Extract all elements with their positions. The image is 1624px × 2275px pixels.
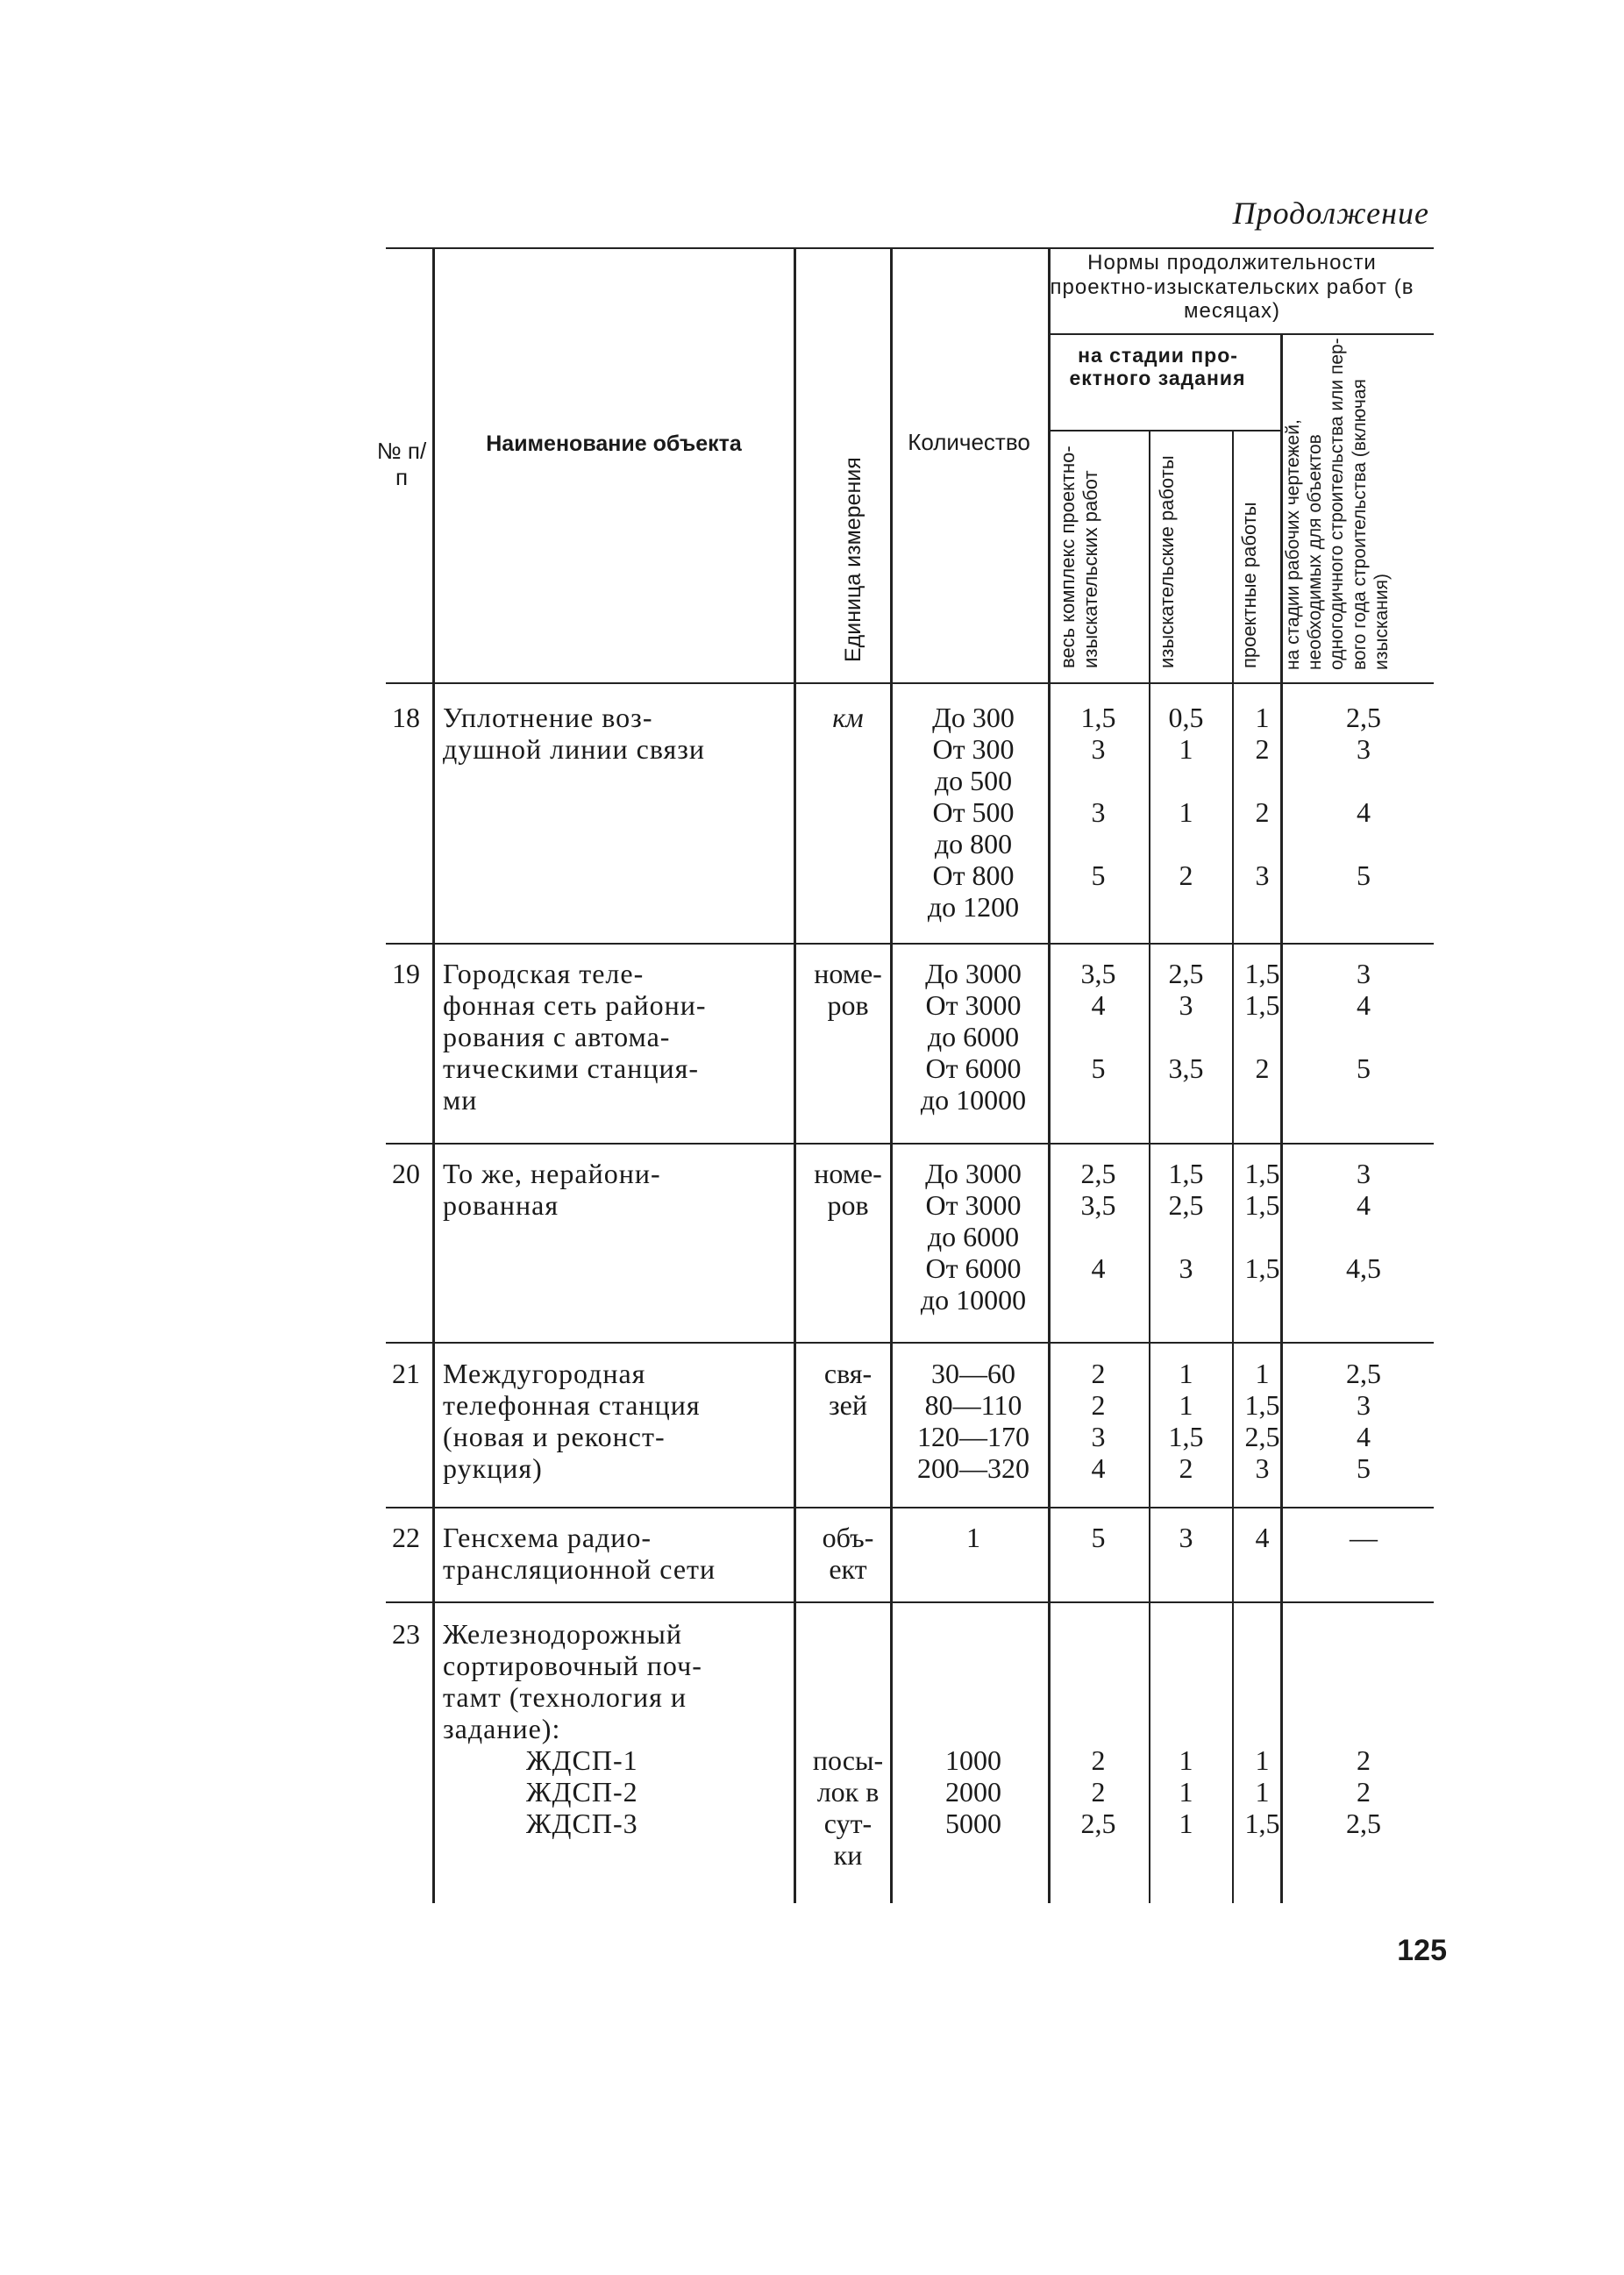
design-months: [1238, 1744, 1286, 1839]
quantity-line: 200—320: [917, 1452, 1029, 1484]
row-number: 18: [392, 702, 420, 733]
unit-of-measure-line: ров: [827, 1189, 869, 1221]
quantity-line: От 6000: [925, 1252, 1022, 1284]
full-complex-months-line: 5: [1091, 1522, 1106, 1553]
unit-of-measure: [800, 1522, 896, 1585]
full-complex-months-line: 3,5: [1080, 1189, 1116, 1221]
working-drawings-months-line: 5: [1357, 859, 1371, 891]
survey-months: [1140, 958, 1232, 1116]
survey-months-line: 1: [1179, 733, 1193, 765]
design-months-line: 1: [1255, 1358, 1270, 1389]
object-name: [443, 702, 794, 765]
object-name-line: ЖДСП-1: [526, 1744, 638, 1776]
unit-of-measure-line: свя-: [823, 1358, 873, 1389]
row-divider: [386, 1143, 1434, 1145]
header-stage-project-task: на стадии проектного задания: [1069, 344, 1246, 390]
full-complex-months-line: 1,5: [1080, 702, 1116, 733]
working-drawings-months-line: 2,5: [1346, 1808, 1381, 1839]
unit-of-measure: [800, 1358, 896, 1421]
object-name: [443, 1522, 794, 1585]
quantity-line: до 6000: [927, 1221, 1020, 1252]
design-months-line: 1,5: [1244, 1808, 1280, 1839]
quantity-line: От 300: [932, 733, 1015, 765]
full-complex-months: [1061, 958, 1136, 1116]
object-name-line: рукция): [443, 1452, 543, 1484]
quantity-line: до 6000: [927, 1021, 1020, 1052]
working-drawings-months-line: [1298, 1221, 1429, 1252]
full-complex-months-line: 2,5: [1080, 1158, 1116, 1189]
design-months-line: 2: [1255, 796, 1270, 828]
object-name: [443, 1618, 794, 1839]
design-months-line: 1: [1255, 1744, 1270, 1776]
design-months: [1238, 1158, 1286, 1316]
design-months-line: 1,5: [1244, 958, 1280, 989]
object-name-line: Железнодорожный: [443, 1618, 682, 1650]
design-months-line: 2,5: [1244, 1421, 1280, 1452]
survey-months-line: 3,5: [1168, 1052, 1204, 1084]
row-number: 19: [392, 958, 420, 989]
working-drawings-months-line: [1298, 1021, 1429, 1052]
survey-months-line: 0,5: [1168, 702, 1204, 733]
full-complex-months: [1061, 1158, 1136, 1316]
survey-months: [1140, 1522, 1232, 1553]
object-name-line: задание):: [443, 1713, 561, 1744]
design-months-line: 1,5: [1244, 1158, 1280, 1189]
object-name: [443, 1358, 794, 1484]
working-drawings-months-line: 2: [1357, 1776, 1371, 1808]
survey-months-line: [1140, 1084, 1232, 1116]
design-months-line: 2: [1255, 733, 1270, 765]
survey-months-line: 1: [1179, 1358, 1193, 1389]
row-divider: [386, 1601, 1434, 1603]
row-number: 22: [392, 1522, 420, 1553]
design-months-line: 4: [1255, 1522, 1270, 1553]
quantity-line: До 300: [932, 702, 1015, 733]
full-complex-months-line: 2: [1091, 1389, 1106, 1421]
quantity-line: 5000: [945, 1808, 1001, 1839]
unit-of-measure-line: номе-: [814, 1158, 882, 1189]
object-name-line: Городская теле-: [443, 958, 645, 989]
quantity-line: До 3000: [925, 1158, 1022, 1189]
working-drawings-months-line: 4: [1357, 989, 1371, 1021]
survey-months-line: 1: [1179, 796, 1193, 828]
unit-of-measure: [800, 702, 896, 733]
design-months: [1238, 958, 1286, 1116]
row-divider: [386, 1342, 1434, 1344]
survey-months-line: 3: [1179, 1252, 1193, 1284]
header-survey-works: изыскательские работы: [1156, 455, 1178, 668]
survey-months: [1140, 702, 1232, 923]
survey-months-line: 1,5: [1168, 1158, 1204, 1189]
full-complex-months-line: 4: [1091, 989, 1106, 1021]
survey-months-line: [1140, 891, 1232, 923]
unit-of-measure-line: ров: [827, 989, 869, 1021]
working-drawings-months: [1298, 1358, 1429, 1484]
full-complex-months: [1061, 1744, 1136, 1839]
column-rule: [794, 247, 796, 1903]
object-name-line: трансляционной сети: [443, 1553, 716, 1585]
survey-months-line: [1140, 1221, 1232, 1252]
unit-of-measure-line: зей: [829, 1389, 867, 1421]
working-drawings-months: [1298, 958, 1429, 1116]
survey-months-line: 1,5: [1168, 1421, 1204, 1452]
unit-of-measure-line: номе-: [814, 958, 882, 989]
design-months-line: [1238, 891, 1286, 923]
full-complex-months-line: [1061, 828, 1136, 859]
object-name-line: рования с автома-: [443, 1021, 671, 1052]
unit-of-measure-line: посы-: [812, 1744, 884, 1776]
quantity-line: до 10000: [920, 1284, 1027, 1316]
stage-header-rule: [1048, 430, 1280, 431]
design-months-line: 1,5: [1244, 1189, 1280, 1221]
header-number: № п/п: [376, 438, 427, 490]
working-drawings-months-line: 5: [1357, 1052, 1371, 1084]
full-complex-months-line: [1061, 765, 1136, 796]
column-rule: [890, 247, 893, 1903]
design-months-line: 2: [1255, 1052, 1270, 1084]
working-drawings-months-line: 4,5: [1346, 1252, 1381, 1284]
page-number: 125: [1397, 1934, 1447, 1967]
full-complex-months-line: 2: [1091, 1776, 1106, 1808]
working-drawings-months-line: 3: [1357, 1389, 1371, 1421]
header-unit: Единица измерения: [841, 457, 865, 662]
design-months-line: 1,5: [1244, 1389, 1280, 1421]
quantity-line: до 10000: [920, 1084, 1027, 1116]
working-drawings-months-line: 4: [1357, 1189, 1371, 1221]
design-months: [1238, 1358, 1286, 1484]
working-drawings-months-line: 3: [1357, 1158, 1371, 1189]
design-months-line: 1,5: [1244, 1252, 1280, 1284]
survey-months-line: [1140, 828, 1232, 859]
survey-months-line: 1: [1179, 1744, 1193, 1776]
design-months-line: [1238, 765, 1286, 796]
working-drawings-months-line: 4: [1357, 796, 1371, 828]
design-months-line: [1238, 1284, 1286, 1316]
full-complex-months-line: 2,5: [1080, 1808, 1116, 1839]
quantity: [894, 702, 1052, 923]
working-drawings-months-line: [1298, 828, 1429, 859]
norms-header-rule: [1048, 333, 1434, 335]
unit-of-measure: [800, 958, 896, 1021]
survey-months-line: 2,5: [1168, 958, 1204, 989]
quantity-line: До 3000: [925, 958, 1022, 989]
object-name-line: Генсхема радио-: [443, 1522, 652, 1553]
survey-months-line: [1140, 765, 1232, 796]
full-complex-months-line: [1061, 1221, 1136, 1252]
row-divider: [386, 943, 1434, 945]
working-drawings-months-line: 2,5: [1346, 1358, 1381, 1389]
quantity: [894, 1158, 1052, 1316]
quantity-line: 1: [966, 1522, 980, 1553]
object-name-line: ЖДСП-2: [526, 1776, 638, 1808]
header-bottom-rule: [386, 682, 1434, 684]
object-name-line: телефонная станция: [443, 1389, 701, 1421]
quantity-line: 2000: [945, 1776, 1001, 1808]
unit-of-measure-line: объ-: [822, 1522, 874, 1553]
header-full-complex: весь комплекс проектно-изыскательских работ: [1057, 446, 1102, 668]
design-months-line: [1238, 1084, 1286, 1116]
design-months-line: 3: [1255, 1452, 1270, 1484]
survey-months: [1140, 1158, 1232, 1316]
full-complex-months-line: 2: [1091, 1744, 1106, 1776]
full-complex-months-line: 5: [1091, 859, 1106, 891]
full-complex-months-line: 3: [1091, 1421, 1106, 1452]
quantity: [894, 1522, 1052, 1553]
quantity-line: От 800: [932, 859, 1015, 891]
full-complex-months-line: 2: [1091, 1358, 1106, 1389]
quantity-line: 30—60: [931, 1358, 1015, 1389]
table-top-rule: [386, 247, 1434, 249]
design-months-line: [1238, 1021, 1286, 1052]
header-design-works: проектные работы: [1238, 502, 1260, 668]
survey-months-line: 3: [1179, 1522, 1193, 1553]
working-drawings-months-line: [1298, 1284, 1429, 1316]
survey-months-line: 2,5: [1168, 1189, 1204, 1221]
working-drawings-months: [1298, 1158, 1429, 1316]
object-name-line: Уплотнение воз-: [443, 702, 653, 733]
quantity-line: От 6000: [925, 1052, 1022, 1084]
quantity-line: до 500: [934, 765, 1013, 796]
design-months-line: 1: [1255, 1776, 1270, 1808]
continued-label: Продолжение: [1232, 196, 1429, 231]
row-divider: [386, 1507, 1434, 1508]
full-complex-months-line: 3: [1091, 796, 1106, 828]
working-drawings-months-line: —: [1350, 1522, 1378, 1553]
full-complex-months-line: [1061, 1021, 1136, 1052]
survey-months-line: [1140, 1284, 1232, 1316]
quantity-line: до 800: [934, 828, 1013, 859]
object-name-line: (новая и реконст-: [443, 1421, 666, 1452]
full-complex-months: [1061, 702, 1136, 923]
working-drawings-months-line: [1298, 765, 1429, 796]
object-name-line: тическими станция-: [443, 1052, 699, 1084]
survey-months: [1140, 1358, 1232, 1484]
working-drawings-months-line: 2,5: [1346, 702, 1381, 733]
design-months-line: 1: [1255, 702, 1270, 733]
working-drawings-months-line: 4: [1357, 1421, 1371, 1452]
quantity: [894, 1744, 1052, 1839]
object-name-line: ЖДСП-3: [526, 1808, 638, 1839]
design-months-line: 1,5: [1244, 989, 1280, 1021]
object-name-line: рованная: [443, 1189, 559, 1221]
working-drawings-months-line: [1298, 1084, 1429, 1116]
survey-months-line: [1140, 1021, 1232, 1052]
quantity-line: От 3000: [925, 989, 1022, 1021]
survey-months-line: 1: [1179, 1808, 1193, 1839]
object-name-line: То же, нерайони-: [443, 1158, 661, 1189]
row-number: 21: [392, 1358, 420, 1389]
quantity: [894, 958, 1052, 1116]
working-drawings-months-line: [1298, 891, 1429, 923]
working-drawings-months-line: 3: [1357, 733, 1371, 765]
working-drawings-months-line: 2: [1357, 1744, 1371, 1776]
header-norms: Нормы продолжительности проектно-изыскательских работ (в месяцах): [1050, 251, 1414, 324]
full-complex-months-line: 4: [1091, 1252, 1106, 1284]
unit-of-measure-line: лок в: [816, 1776, 880, 1808]
object-name: [443, 1158, 794, 1221]
survey-months-line: 3: [1179, 989, 1193, 1021]
object-name-line: Междугородная: [443, 1358, 646, 1389]
row-number: 23: [392, 1618, 420, 1650]
full-complex-months-line: 5: [1091, 1052, 1106, 1084]
survey-months: [1140, 1744, 1232, 1839]
unit-of-measure-line: ки: [833, 1839, 863, 1871]
survey-months-line: 2: [1179, 859, 1193, 891]
unit-of-measure-line: сут-: [823, 1808, 873, 1839]
working-drawings-months: [1298, 1744, 1429, 1839]
survey-months-line: 1: [1179, 1389, 1193, 1421]
quantity-line: 80—110: [924, 1389, 1022, 1421]
design-months: [1238, 702, 1286, 923]
full-complex-months-line: 4: [1091, 1452, 1106, 1484]
object-name-line: сортировочный поч-: [443, 1650, 702, 1681]
survey-months-line: 2: [1179, 1452, 1193, 1484]
quantity-line: до 1200: [927, 891, 1020, 923]
unit-of-measure-line: км: [832, 702, 864, 733]
object-name: [443, 958, 794, 1116]
row-number: 20: [392, 1158, 420, 1189]
column-rule: [1232, 430, 1234, 1903]
full-complex-months-line: [1061, 891, 1136, 923]
full-complex-months: [1061, 1358, 1136, 1484]
design-months: [1238, 1522, 1286, 1553]
working-drawings-months-line: 5: [1357, 1452, 1371, 1484]
unit-of-measure: [800, 1744, 896, 1871]
quantity-line: От 500: [932, 796, 1015, 828]
full-complex-months-line: 3: [1091, 733, 1106, 765]
unit-of-measure: [800, 1158, 896, 1221]
design-months-line: [1238, 1221, 1286, 1252]
full-complex-months-line: [1061, 1284, 1136, 1316]
quantity-line: 1000: [945, 1744, 1001, 1776]
header-quantity: Количество: [908, 429, 1030, 455]
working-drawings-months: [1298, 1522, 1429, 1553]
quantity: [894, 1358, 1052, 1484]
object-name-line: фонная сеть райони-: [443, 989, 707, 1021]
full-complex-months: [1061, 1522, 1136, 1553]
unit-of-measure-line: ект: [829, 1553, 867, 1585]
object-name-line: тамт (технология и: [443, 1681, 687, 1713]
object-name-line: ми: [443, 1084, 478, 1116]
quantity-line: От 3000: [925, 1189, 1022, 1221]
working-drawings-months: [1298, 702, 1429, 923]
object-name-line: душной линии связи: [443, 733, 706, 765]
column-rule: [432, 247, 435, 1903]
header-name: Наименование объекта: [486, 431, 742, 456]
design-months-line: [1238, 828, 1286, 859]
survey-months-line: 1: [1179, 1776, 1193, 1808]
header-working-drawings: на стадии рабочих чертежей, необходимых для объектов одногодичного строительства или первого года строительства (включая изыскания): [1283, 338, 1392, 670]
design-months-line: 3: [1255, 859, 1270, 891]
working-drawings-months-line: 3: [1357, 958, 1371, 989]
full-complex-months-line: 3,5: [1080, 958, 1116, 989]
quantity-line: 120—170: [917, 1421, 1029, 1452]
full-complex-months-line: [1061, 1084, 1136, 1116]
